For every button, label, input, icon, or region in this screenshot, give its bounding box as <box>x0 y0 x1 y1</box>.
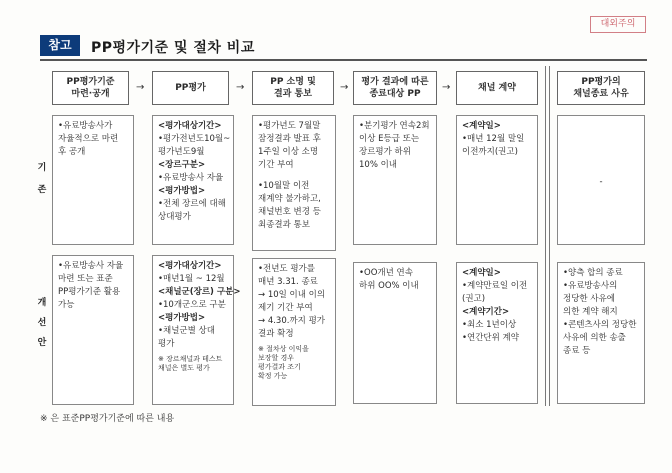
cell-line: 매년 3.31. 종료 <box>258 277 318 287</box>
cell-line: •유료방송사 자율 <box>158 173 224 183</box>
improved-termination-target-cell <box>353 262 437 404</box>
row-label-char: 안 <box>37 338 47 348</box>
column-divider <box>549 66 550 406</box>
cell-note: 보장할 경우 <box>258 354 295 362</box>
header-line: 채널 계약 <box>478 83 516 93</box>
cell-line: 후 공개 <box>58 147 86 157</box>
header-line: 마련·공개 <box>71 89 110 99</box>
improved-termination-reason-cell <box>557 262 645 404</box>
cell-line: •10개군으로 구분 <box>158 300 226 310</box>
confidentiality-badge: 대외주의 <box>590 16 646 33</box>
cell-line: <평가방법> <box>158 186 206 196</box>
row-label-char: 개 <box>37 298 47 308</box>
cell-note: ※ 장르채널과 테스트 <box>158 355 223 363</box>
cell-line: 채널번호 변경 등 <box>258 207 321 217</box>
cell-note: ※ 절차상 이익을 <box>258 345 309 353</box>
cell-line: 장르평가 하위 <box>359 147 411 157</box>
existing-appeal-cell <box>252 115 336 251</box>
cell-line: •매년 12월 말일 <box>462 134 525 144</box>
flow-arrow: → <box>136 82 145 93</box>
row-label-improved <box>34 295 50 351</box>
cell-line: 평가 <box>158 339 175 349</box>
improved-appeal-cell <box>252 258 336 406</box>
header-line: 결과 통보 <box>274 89 312 99</box>
cell-line: •연간단위 계약 <box>462 333 519 343</box>
cell-line: 1주일 이상 소명 <box>258 147 319 157</box>
cell-line: PP평가기준 활용 <box>58 287 121 297</box>
cell-line: 종료 등 <box>563 346 591 356</box>
cell-line: <평가대상기간> <box>158 261 222 271</box>
cell-line: 자율적으로 마련 <box>58 134 119 144</box>
header-line: 채널종료 사유 <box>573 89 629 99</box>
cell-line: •유료방송사 자율 <box>58 261 124 271</box>
header-line: PP평가기준 <box>66 77 115 87</box>
cell-line: •전년도 평가를 <box>258 264 315 274</box>
cell-line: •콘텐츠사의 정당한 <box>563 320 637 330</box>
improved-contract-cell <box>456 262 538 404</box>
title-tag: 참고 <box>40 35 80 56</box>
cell-line: 하위 OO% 이내 <box>359 281 419 291</box>
existing-termination-target-cell <box>353 115 437 245</box>
cell-line: 가능 <box>58 300 75 310</box>
flow-arrow: → <box>236 82 245 93</box>
header-line: PP 소명 및 <box>270 77 316 87</box>
flow-arrow: → <box>340 82 349 93</box>
cell-line: 제기 기간 부여 <box>258 303 313 313</box>
row-label-existing <box>34 160 50 198</box>
cell-line: 마련 또는 표준 <box>58 274 113 284</box>
cell-line: •10월말 이전 <box>258 181 310 191</box>
cell-line: - <box>599 177 603 187</box>
cell-line: <평가대상기간> <box>158 121 222 131</box>
row-label-char: 선 <box>37 318 47 328</box>
cell-line: •채널군별 상대 <box>158 326 215 336</box>
flow-arrow: → <box>442 82 451 93</box>
existing-evaluation-cell <box>152 115 234 245</box>
page-title: PP평가기준 및 절차 비교 <box>91 40 255 56</box>
cell-line: 정당한 사유에 <box>563 294 615 304</box>
cell-line: 이상 E등급 또는 <box>359 134 420 144</box>
cell-line: <장르구분> <box>158 160 206 170</box>
row-label-char: 존 <box>37 185 47 195</box>
cell-line: <채널군(장르) 구분> <box>158 287 241 297</box>
cell-line: <계약일> <box>462 268 501 278</box>
cell-line: 상대평가 <box>158 212 191 222</box>
cell-line: → 4.30.까지 평가 <box>258 316 325 326</box>
cell-line: •OO개년 연속 <box>359 268 413 278</box>
cell-line: 평가년도9월 <box>158 147 205 157</box>
existing-criteria-cell <box>52 115 134 245</box>
cell-line: 사유에 의한 송출 <box>563 333 626 343</box>
header-channel-contract <box>456 71 538 105</box>
cell-line: •유료방송사가 <box>58 121 113 131</box>
cell-line: <계약기간> <box>462 307 510 317</box>
cell-line: •전체 장르에 대해 <box>158 199 226 209</box>
existing-termination-reason-cell <box>557 115 645 245</box>
cell-line: •계약만료일 이전 <box>462 281 528 291</box>
cell-line <box>258 172 330 180</box>
header-termination-target <box>353 71 437 105</box>
improved-evaluation-cell <box>152 255 241 405</box>
header-criteria <box>52 71 129 105</box>
cell-line: •평가년도 7월말 <box>258 121 321 131</box>
title-divider <box>40 59 647 61</box>
column-divider <box>545 66 546 406</box>
cell-line: <계약일> <box>462 121 501 131</box>
improved-criteria-cell <box>52 255 134 405</box>
cell-line: → 10일 이내 이의 <box>258 290 326 300</box>
header-line: PP평가의 <box>581 77 621 87</box>
cell-note: 평가결과 조기 <box>258 363 301 371</box>
row-label-char: 기 <box>37 163 47 173</box>
cell-line: 의한 계약 해지 <box>563 307 618 317</box>
cell-line: •양측 합의 종료 <box>563 268 623 278</box>
cell-line: (권고) <box>462 294 486 304</box>
cell-note: 채널은 별도 평가 <box>158 364 210 372</box>
footnote: ※ 은 표준PP평가기준에 따른 내용 <box>40 414 175 424</box>
cell-line: 잠정결과 발표 후 <box>258 134 321 144</box>
header-termination-reason <box>557 71 645 105</box>
existing-contract-cell <box>456 115 538 245</box>
cell-line: 기간 부여 <box>258 160 294 170</box>
header-line: PP평가 <box>175 83 206 93</box>
cell-line: •평가전년도10월~ <box>158 134 231 144</box>
header-evaluation <box>152 71 229 105</box>
cell-line: •매년1월 ~ 12월 <box>158 274 225 284</box>
header-line: 종료대상 PP <box>369 89 421 99</box>
cell-line: 재계약 불가하고, <box>258 194 321 204</box>
cell-line: 최종결과 통보 <box>258 220 310 230</box>
cell-line: 10% 이내 <box>359 160 398 170</box>
header-appeal <box>252 71 334 105</box>
cell-note: 확정 가능 <box>258 372 288 380</box>
cell-line: •분기평가 연속2회 <box>359 121 430 131</box>
header-line: 평가 결과에 따른 <box>361 77 429 87</box>
cell-line: •유료방송사의 <box>563 281 618 291</box>
cell-line: 결과 확정 <box>258 329 294 339</box>
cell-line: 이전까지(권고) <box>462 147 518 157</box>
cell-line: •최소 1년이상 <box>462 320 517 330</box>
cell-line: <평가방법> <box>158 313 206 323</box>
